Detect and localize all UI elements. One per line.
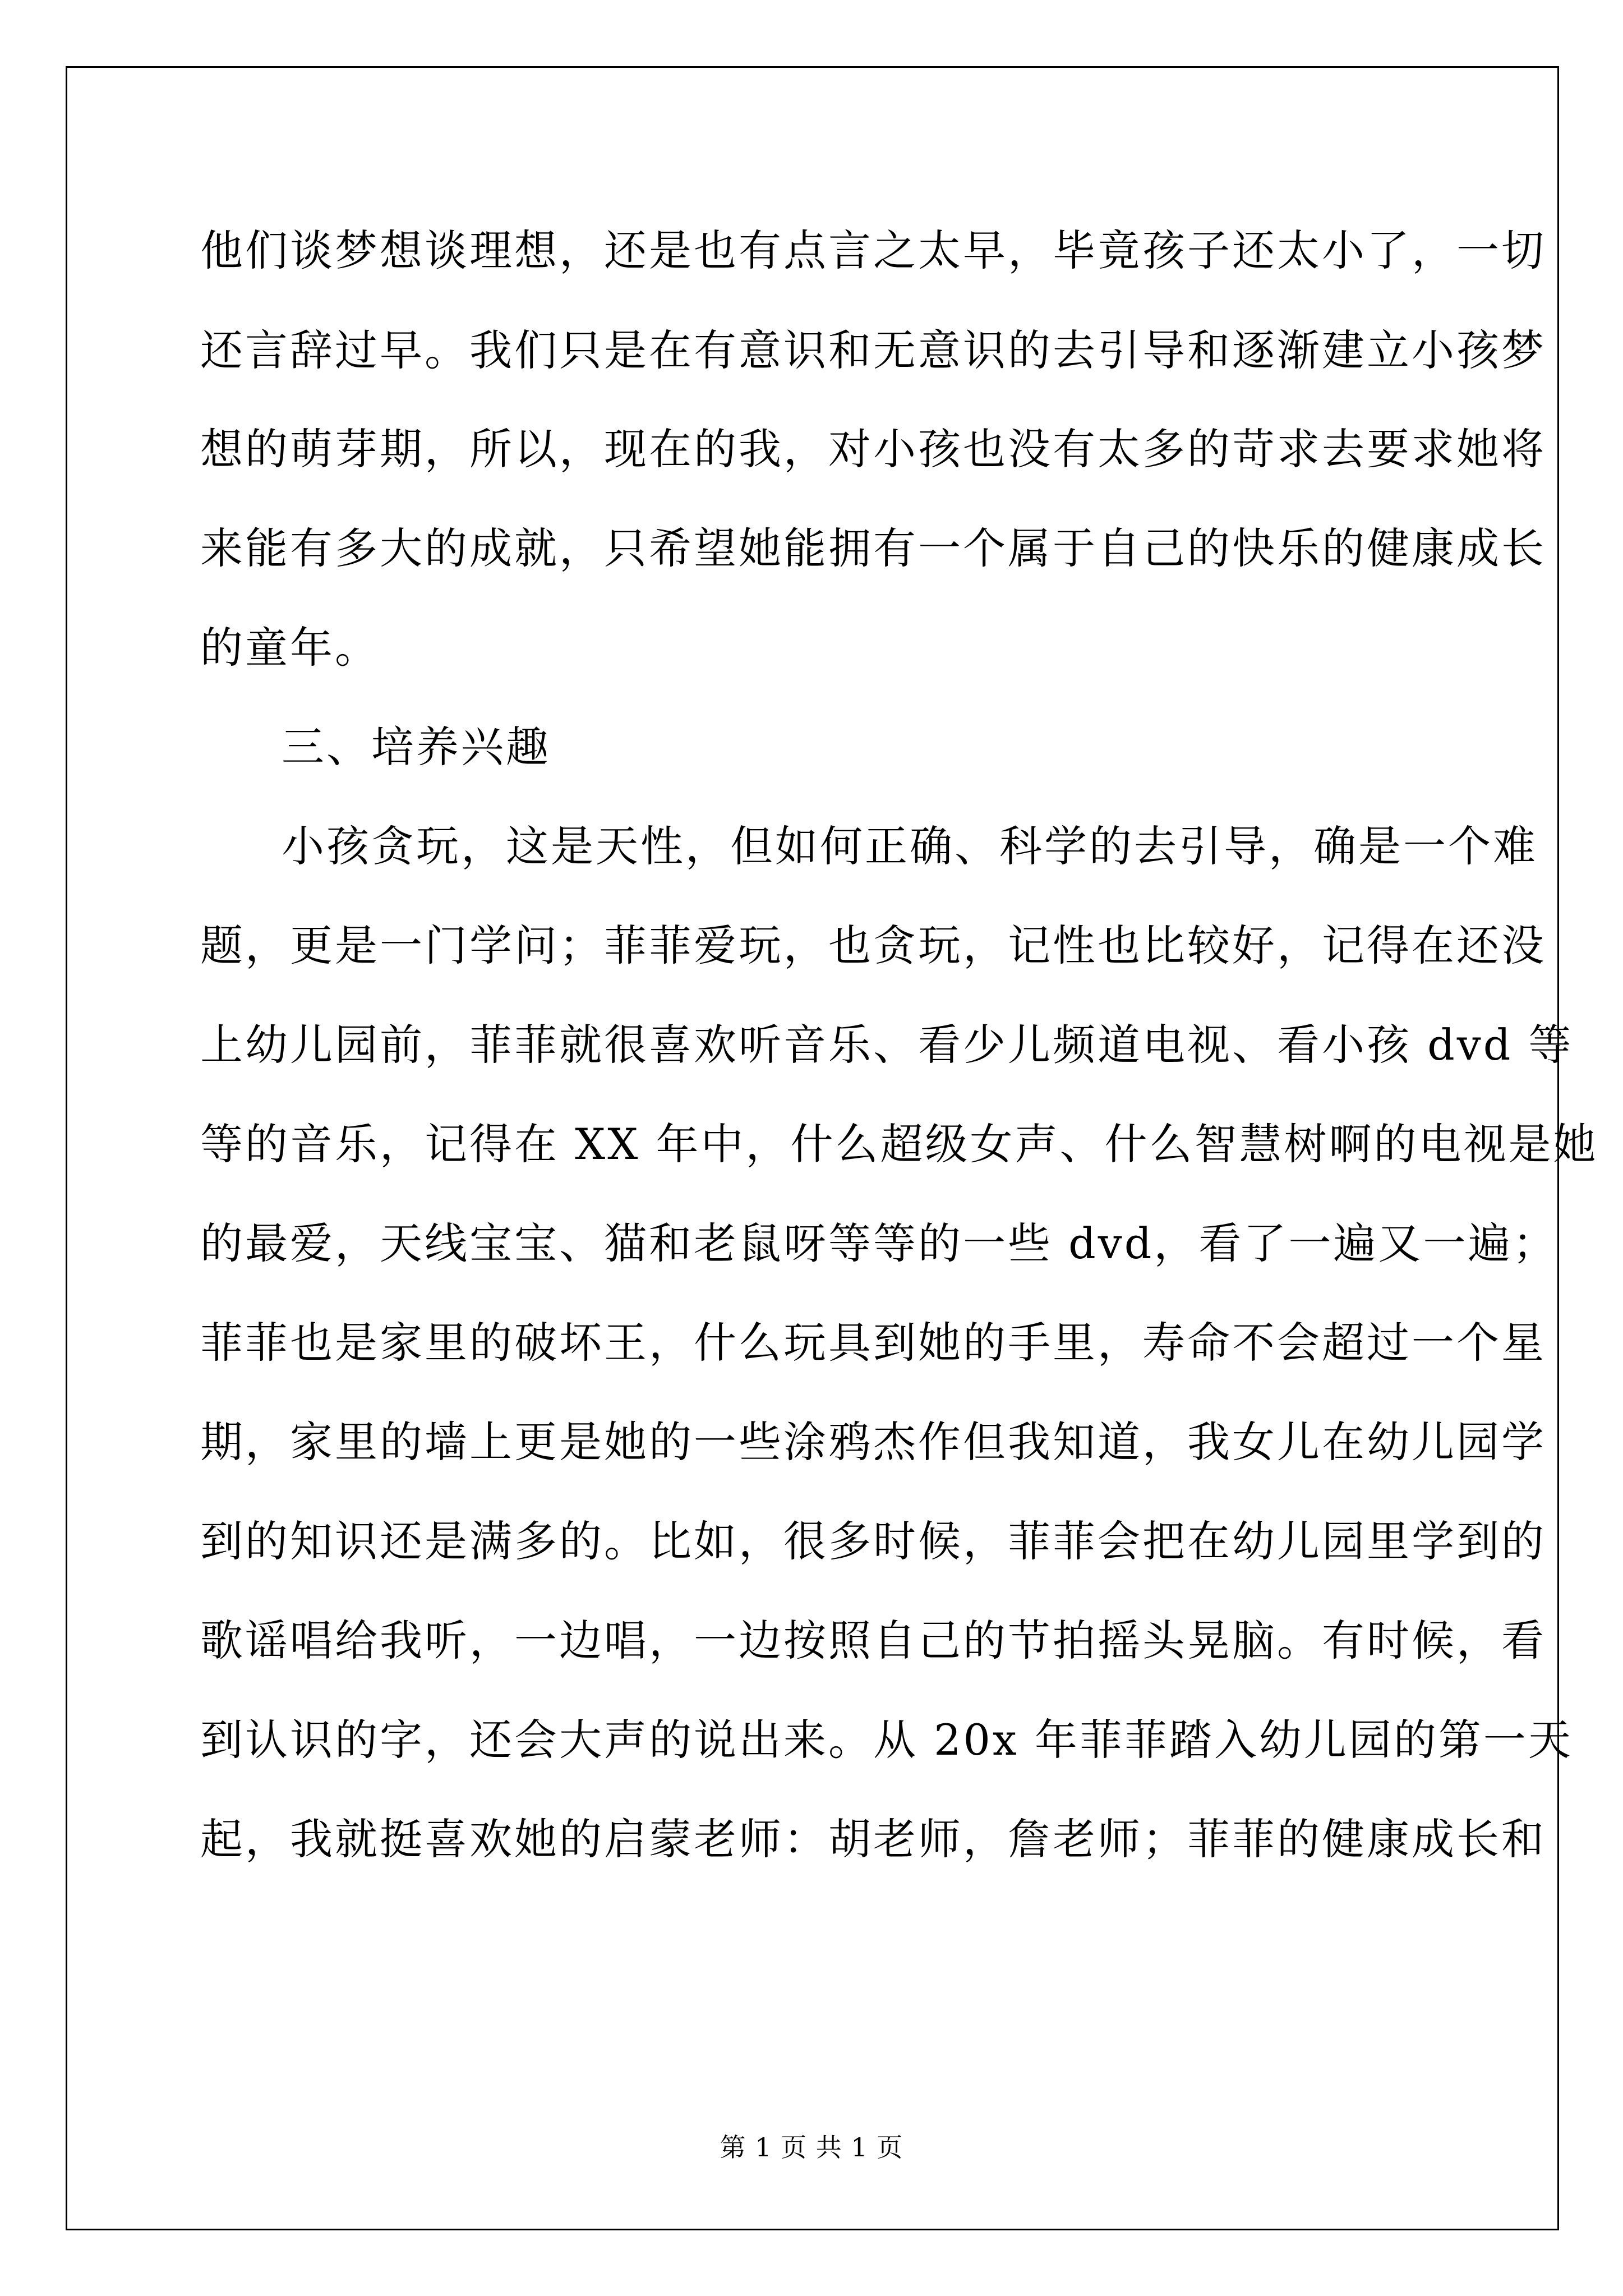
body-line-17: 起，我就挺喜欢她的启蒙老师：胡老师，詹老师；菲菲的健康成长和	[200, 1814, 1546, 1864]
body-line-9: 上幼儿园前，菲菲就很喜欢听音乐、看少儿频道电视、看小孩 dvd 等	[200, 1020, 1574, 1070]
body-line-4: 来能有多大的成就，只希望她能拥有一个属于自己的快乐的健康成长	[200, 523, 1546, 573]
body-line-1: 他们谈梦想谈理想，还是也有点言之太早，毕竟孩子还太小了，一切	[200, 226, 1546, 275]
body-line-2: 还言辞过早。我们只是在有意识和无意识的去引导和逐渐建立小孩梦	[200, 325, 1546, 375]
body-line-3: 想的萌芽期，所以，现在的我，对小孩也没有太多的苛求去要求她将	[200, 424, 1546, 474]
body-line-13: 期，家里的墙上更是她的一些涂鸦杰作但我知道，我女儿在幼儿园学	[200, 1417, 1546, 1467]
body-line-16: 到认识的字，还会大声的说出来。从 20x 年菲菲踏入幼儿园的第一天	[200, 1715, 1573, 1765]
body-line-12: 菲菲也是家里的破坏王，什么玩具到她的手里，寿命不会超过一个星	[200, 1318, 1546, 1368]
page-footer: 第 1 页 共 1 页	[720, 2132, 903, 2162]
body-line-14: 到的知识还是满多的。比如，很多时候，菲菲会把在幼儿园里学到的	[200, 1516, 1546, 1566]
body-line-7: 小孩贪玩，这是天性，但如何正确、科学的去引导，确是一个难	[282, 821, 1538, 871]
body-line-5: 的童年。	[200, 623, 380, 673]
body-line-11: 的最爱，天线宝宝、猫和老鼠呀等等的一些 dvd，看了一遍又一遍；	[200, 1218, 1558, 1268]
body-line-8: 题，更是一门学问；菲菲爱玩，也贪玩，记性也比较好，记得在还没	[200, 921, 1546, 970]
body-line-15: 歌谣唱给我听，一边唱，一边按照自己的节拍摇头晃脑。有时候，看	[200, 1616, 1546, 1665]
body-line-10: 等的音乐，记得在 XX 年中，什么超级女声、什么智慧树啊的电视是她	[200, 1119, 1598, 1169]
section-heading: 三、培养兴趣	[282, 722, 551, 772]
